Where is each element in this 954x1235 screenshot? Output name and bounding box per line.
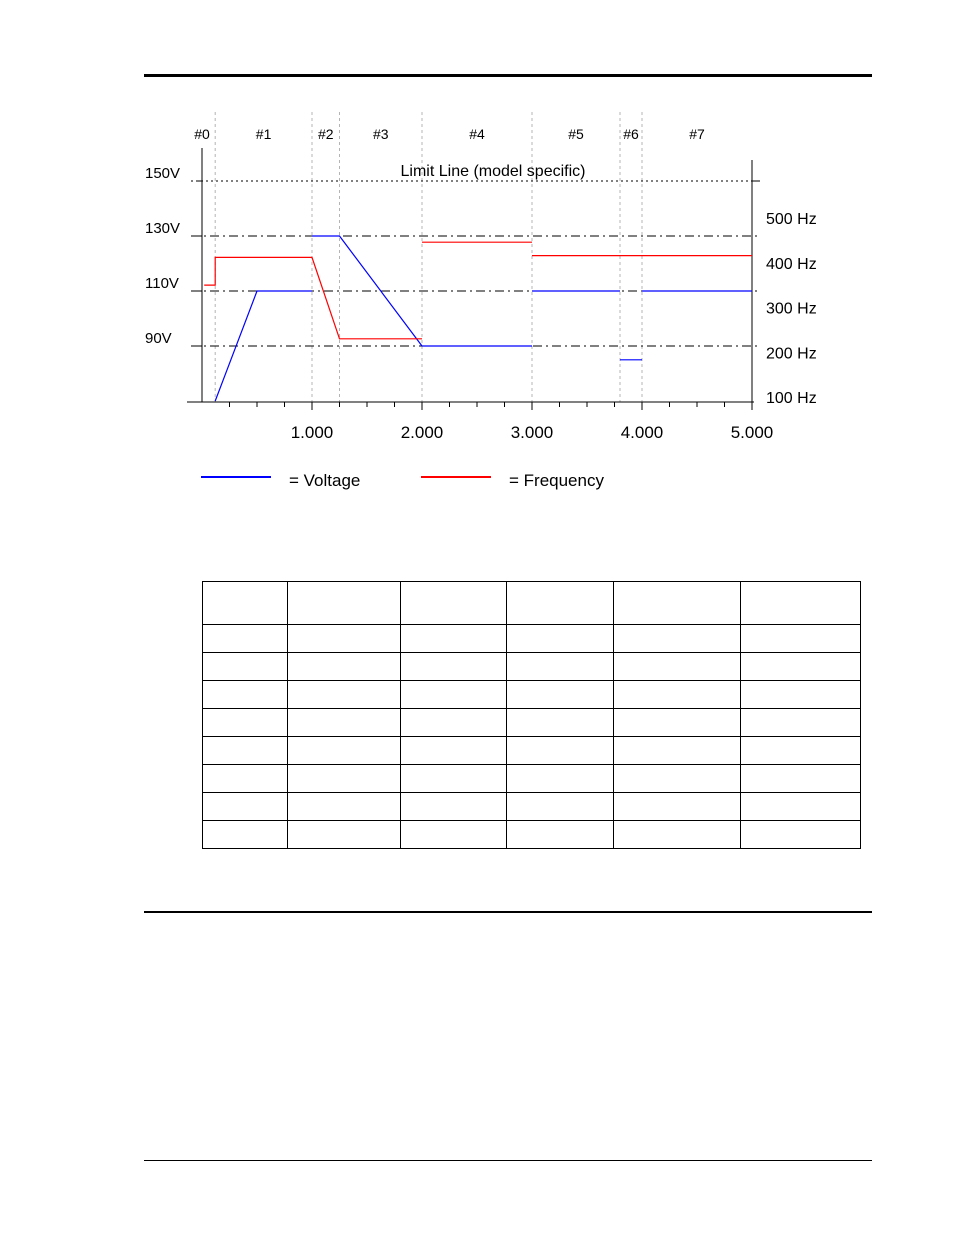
table-cell <box>288 582 401 625</box>
table-cell <box>401 821 507 849</box>
table-cell <box>401 681 507 709</box>
table-cell <box>203 653 288 681</box>
table-cell <box>507 625 614 653</box>
x-tick-label: 4.000 <box>620 423 664 442</box>
table-cell <box>741 582 861 625</box>
right-tick-label: 200 Hz <box>766 345 817 363</box>
table-cell <box>614 625 741 653</box>
table-cell <box>741 737 861 765</box>
right-tick-label: 500 Hz <box>766 211 817 228</box>
right-tick-label: 100 Hz <box>766 390 817 407</box>
left-tick-label: 130V <box>145 220 181 237</box>
table-cell <box>288 709 401 737</box>
segment-label: #3 <box>372 126 389 142</box>
segment-label: #5 <box>568 126 584 142</box>
segment-label: #4 <box>469 126 485 142</box>
table-cell <box>288 625 401 653</box>
table-cell <box>614 821 741 849</box>
table-cell <box>288 681 401 709</box>
table-cell <box>614 709 741 737</box>
table-cell <box>741 653 861 681</box>
segment-label: #7 <box>689 126 705 142</box>
table-cell <box>288 765 401 793</box>
frequency-line <box>204 257 422 338</box>
table-cell <box>614 765 741 793</box>
table-cell <box>203 793 288 821</box>
data-table <box>202 581 861 849</box>
table-cell <box>401 709 507 737</box>
table-cell <box>401 793 507 821</box>
x-tick-label: 5.000 <box>730 423 774 442</box>
voltage-frequency-chart <box>0 0 954 520</box>
table-cell <box>507 765 614 793</box>
table-cell <box>507 737 614 765</box>
x-tick-label: 2.000 <box>400 423 444 442</box>
table-cell <box>614 737 741 765</box>
table-row <box>203 709 861 737</box>
table-row <box>203 653 861 681</box>
x-tick-label: 3.000 <box>510 423 554 442</box>
segment-label: #6 <box>623 126 639 142</box>
table-row <box>203 625 861 653</box>
table-row <box>203 681 861 709</box>
table-cell <box>203 765 288 793</box>
table-cell <box>507 681 614 709</box>
table-cell <box>741 793 861 821</box>
table-cell <box>614 681 741 709</box>
table-row <box>203 765 861 793</box>
axes <box>187 148 760 410</box>
table-cell <box>507 821 614 849</box>
table-cell <box>741 625 861 653</box>
x-tick-label: 1.000 <box>290 423 334 442</box>
segment-label: #1 <box>255 126 272 142</box>
legend-label: = Voltage <box>289 471 361 490</box>
table-cell <box>507 793 614 821</box>
segment-label: #0 <box>194 126 210 142</box>
table-cell <box>288 793 401 821</box>
table-cell <box>614 582 741 625</box>
right-tick-label: 400 Hz <box>766 255 817 273</box>
left-tick-label: 90V <box>145 330 172 347</box>
left-tick-label: 150V <box>145 165 181 182</box>
table-row <box>203 737 861 765</box>
table-cell <box>203 709 288 737</box>
series-lines <box>204 236 752 401</box>
table-cell <box>288 653 401 681</box>
table-cell <box>203 821 288 849</box>
legend <box>201 471 604 490</box>
table-cell <box>203 582 288 625</box>
table-row <box>203 793 861 821</box>
table-cell <box>401 737 507 765</box>
table-cell <box>401 625 507 653</box>
footer-rule <box>144 1160 872 1161</box>
table-row <box>203 582 861 625</box>
table-cell <box>507 582 614 625</box>
table-cell <box>507 653 614 681</box>
chart-labels <box>145 126 817 442</box>
table-cell <box>203 625 288 653</box>
table-cell <box>741 709 861 737</box>
segment-label: #2 <box>317 126 334 142</box>
table-cell <box>507 709 614 737</box>
right-tick-label: 300 Hz <box>766 300 817 318</box>
table-cell <box>288 821 401 849</box>
section-rule <box>144 911 872 913</box>
table-cell <box>288 737 401 765</box>
legend-label: = Frequency <box>509 471 604 490</box>
limit-line-label: Limit Line (model specific) <box>400 163 586 180</box>
table-cell <box>401 765 507 793</box>
table-cell <box>401 653 507 681</box>
table-cell <box>203 737 288 765</box>
table-cell <box>741 821 861 849</box>
table-cell <box>614 653 741 681</box>
table-cell <box>614 793 741 821</box>
left-tick-label: 110V <box>145 275 179 292</box>
table-cell <box>741 681 861 709</box>
reference-lines <box>191 181 760 346</box>
table-cell <box>741 765 861 793</box>
table-row <box>203 821 861 849</box>
table-cell <box>203 681 288 709</box>
table-cell <box>401 582 507 625</box>
